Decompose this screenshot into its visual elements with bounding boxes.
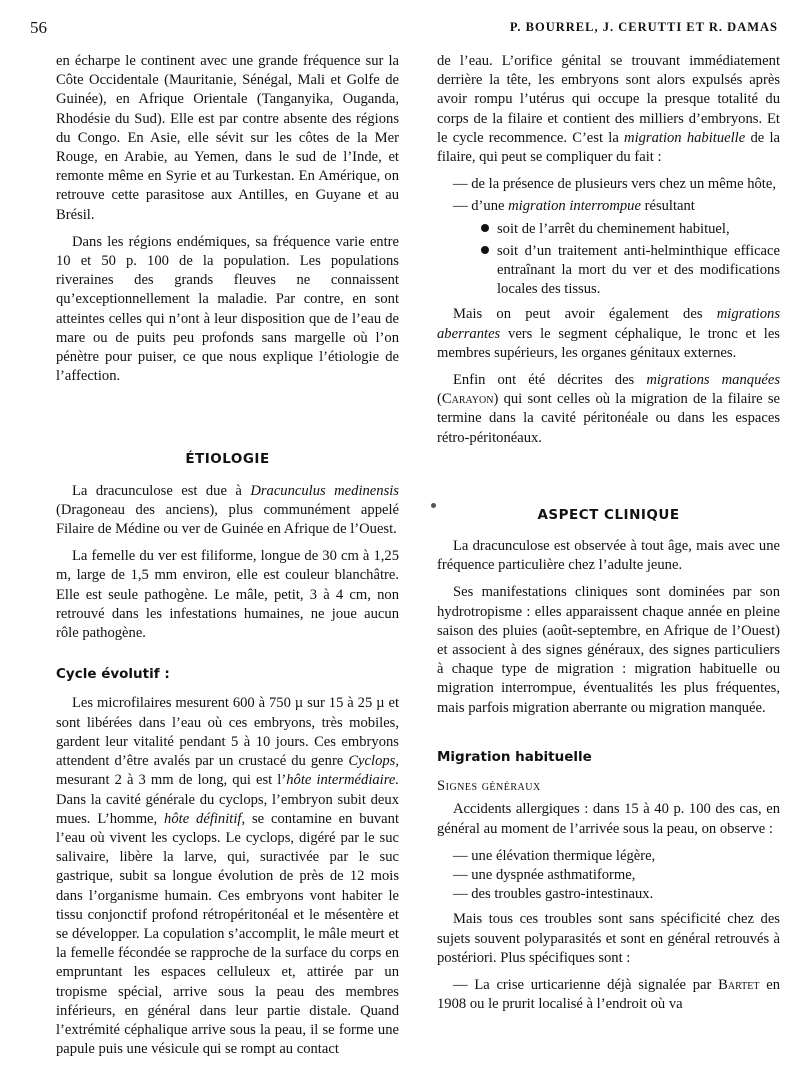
left-column [56,52,399,1067]
paragraph: — La crise urticarienne déjà signalée par Bartet en 1908 ou le prurit localisé à l’endroit où va [437,976,780,1013]
bullet-icon [481,246,489,254]
paragraph: Accidents allergiques : dans 15 à 40 p. 100 des cas, en général au moment de l’arrivée sous la peau, on observe : [437,801,780,837]
list-item: soit de l’arrêt du cheminement habituel, [437,220,780,239]
paragraph: Mais tous ces troubles sont sans spécificité chez des sujets souvent polyparasités et sont en général retrouvés à postériori. Plus spécifiques sont : [437,911,780,966]
section-heading-aspect-clinique: ASPECT CLINIQUE [537,506,680,523]
list-item: — des troubles gastro-intestinaux. [453,886,654,903]
print-speck [431,503,436,508]
list-item: — de la présence de plusieurs vers chez un même hôte, [453,176,776,193]
subsection-heading-cycle: Cycle évolutif : [56,666,170,683]
paragraph: de l’eau. L’orifice génital se trouvant immédiatement derrière la tête, les embryons sont alors expulsés après avoir rompu l’utérus qui occupe la presque totalité du corps de la filaire et contient des milliers d’embryons. Et le cycle recommence. C’est la migration habituelle de la filaire, qui peut se compliquer du fait : [437,53,780,166]
right-column [437,52,780,1022]
list-item: — d’une migration interrompue résultant [453,198,695,215]
paragraph: en écharpe le continent avec une grande fréquence sur la Côte Occidentale (Mauritanie, Sénégal, Mali et Golfe de Guinée), en Afrique Orientale (Tanganyika, Ouganda, Rhodésie du Sud). Elle est par contre absente des régions du Congo. En Asie, elle sévit sur les côtes de la Mer Rouge, en Arabie, au Yemen, dans le sud de l’Inde, et remonte même en Syrie et au Turkestan. En Amérique, on retrouve cette parasitose aux Antilles, en Guyane et au Brésil. [56,53,399,223]
paragraph: La dracunculose est observée à tout âge, mais avec une fréquence particulière chez l’adulte jeune. [437,538,780,574]
paragraph: La femelle du ver est filiforme, longue de 30 cm à 1,25 m, large de 1,5 mm environ, elle est couleur blanchâtre. Elle est seule pathogène. Le mâle, petit, 3 à 4 cm, non retrouvé dans les infestations humaines, ne joue aucun rôle pathogène. [56,548,399,642]
list-item: soit d’un traitement anti-helminthique efficace entraînant la mort du ver et des modifications locales des tissus. [437,242,780,300]
list-item: — une dyspnée asthmatiforme, [453,866,636,883]
paragraph: Mais on peut avoir également des migrations aberrantes vers le segment céphalique, le tronc et les membres supérieurs, les organes génitaux externes. [437,306,780,361]
page-number: 56 [30,18,47,37]
bullet-icon [481,224,489,232]
subheading-signes-generaux: Signes généraux [437,778,541,795]
paragraph: Les microfilaires mesurent 600 à 750 µ sur 15 à 25 µ et sont libérées dans l’eau où ces embryons, très mobiles, gardent leur vitalité pendant 5 à 10 jours. Ces embryons attendent d’être avalés par un crustacé du genre Cyclops, mesurant 2 à 3 mm de long, qui est l’hôte intermédiaire. Dans la cavité générale du cyclops, l’embryon subit deux mues. L’homme, hôte définitif, se contamine en buvant l’eau où vivent les cyclops. Le cyclops, digéré par le suc salivaire, libère la larve, qui, suractivée par le suc gastrique, subit sa longue évolution de près de 12 mois dans l’organisme humain. Ces embryons vont habiter le tissu conjonctif profond rétropéritonéal et le mésentère et se développer. La copulation s’accomplit, le mâle meurt et la femelle fécondée se rapproche de la surface du corps en empruntant les espaces celluleux et, attirée par un tropisme spécial, arrive sous la peau des membres inférieurs, en général dans leur partie distale. Quand l’extrémité céphalique arrive sous la peau, il se forme une papule puis une vésicule qui se rompt au contact [56,695,399,1058]
paragraph: Enfin ont été décrites des migrations manquées (Carayon) qui sont celles où la migration de la filaire se termine dans la cavité péritonéale ou dans les espaces rétro-péritonéaux. [437,372,781,446]
section-heading-etiologie: ÉTIOLOGIE [185,451,270,468]
paragraph: Dans les régions endémiques, sa fréquence varie entre 10 et 50 p. 100 de la population. Les populations riveraines des grands fleuves ne connaissent qu’exceptionnellement la maladie. Par contre, en sont atteintes celles qui n’ont à leur disposition que de l’eau de mare ou de puits peu profonds sans margelle où l’on pénètre pour puiser, ce que nous explique l’étiologie de l’affection. [56,233,399,385]
list-item: — une élévation thermique légère, [453,847,656,864]
paragraph: La dracunculose est due à Dracunculus medinensis (Dragoneau des anciens), plus communément appelé Filaire de Médine ou ver de Guinée en Afrique de l’Ouest. [56,482,399,538]
page-header [30,18,778,40]
paragraph: Ses manifestations cliniques sont dominées par son hydrotropisme : elles apparaissent chaque année en pleine saison des pluies (août-septembre, en Afrique de l’Ouest) et associent à des signes généraux, des signes particuliers à chaque type de migration : migration habituelle ou migration interrompue, éventualités les plus fréquentes, mais parfois migration aberrante ou migration manquée. [437,584,780,716]
subsection-heading-migration: Migration habituelle [437,748,592,765]
running-head-authors: P. BOURREL, J. CERUTTI ET R. DAMAS [509,20,778,34]
